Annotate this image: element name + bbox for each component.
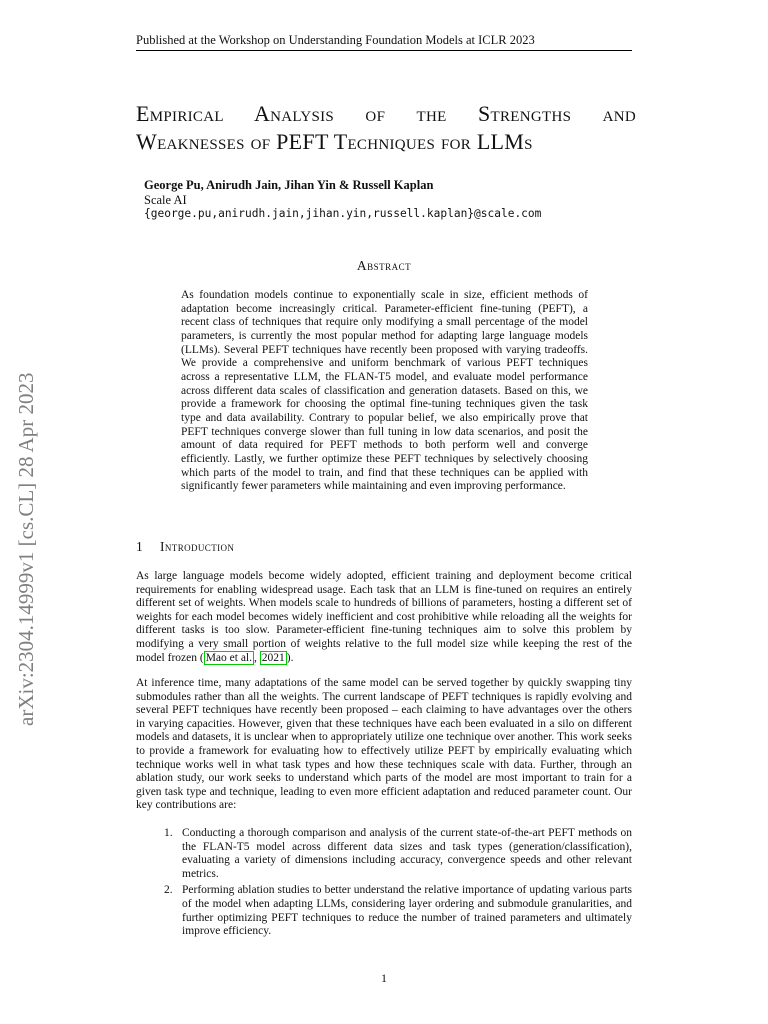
list-item-text: Conducting a thorough comparison and analysis of the current state-of-the-art PEFT methods on the FLAN-T5 model across different data sizes and task types (generation/classification), evaluating a variety of dimensions including accuracy, convergence speeds and other relevant metrics. [182, 827, 632, 880]
section-number: 1 [136, 539, 144, 554]
affiliation: Scale AI [144, 193, 187, 207]
author-list: George Pu, Anirudh Jain, Jihan Yin & Russell Kaplan [144, 178, 434, 192]
abstract-heading: Abstract [356, 258, 412, 273]
intro-paragraph-1-text: As large language models become widely adopted, efficient training and deployment become critical requirements for enabling widespread usage. Each task that an LLM is fine-tuned on requires an entirely different set of weights. When models scale to hundreds of billions of parameters, hosting a different set of weights for each model becomes widely inefficient and cost prohibitive while reloading all the weights for different tasks is too slow. Parameter-efficient fine-tuning techniques aim to solve this problem by modifying a very small portion of weights relative to the full model size while keeping the rest of the model frozen ( [136, 570, 632, 664]
citation-separator: , [254, 651, 260, 664]
paper-title [136, 100, 636, 156]
list-marker: 1. [164, 827, 173, 839]
header-rule [136, 50, 632, 51]
section-title-text: Introduction [160, 539, 235, 554]
citation-link-author[interactable]: Mao et al. [205, 651, 253, 664]
list-marker: 2. [164, 884, 173, 897]
page-number: 1 [381, 971, 387, 985]
list-item-text: Performing ablation studies to better understand the relative importance of updating various parts of the model when adapting LLMs, considering layer ordering and submodule granularities, and further optimizing PEFT techniques to reduce the number of trained parameters and ultimately improve efficiency. [182, 884, 632, 938]
paragraph-end: ). [286, 651, 294, 664]
title-line-1: Empirical Analysis of the Strengths and [136, 101, 636, 126]
abstract-text: As foundation models continue to exponentially scale in size, efficient methods of adaptation become increasingly critical. Parameter-efficient fine-tuning (PEFT), a recent class of techniques that require only modifying a small percentage of the model parameters, is currently the most popular method for adapting large language models (LLMs). Several PEFT techniques have recently been proposed with varying tradeoffs. We provide a comprehensive and uniform benchmark of various PEFT techniques across a representative LLM, the FLAN-T5 model, and evaluate model performance across different data scales of classification and generation datasets. Based on this, we provide a framework for choosing the optimal fine-tuning techniques given the task type and data availability. Contrary to popular belief, we also empirically prove that PEFT techniques converge slower than full tuning in low data scenarios, and posit the amount of data required for PEFT methods to both perform well and converge efficiently. Lastly, we further optimize these PEFT techniques by selectively choosing which parts of the model to train, and find that these techniques can be applied with significantly fewer parameters while maintaining and even improving performance. [181, 289, 588, 493]
arxiv-stamp[interactable]: arXiv:2304.14999v1 [cs.CL] 28 Apr 2023 [14, 372, 38, 726]
running-header: Published at the Workshop on Understanding Foundation Models at ICLR 2023 [136, 33, 535, 47]
intro-paragraph-2: At inference time, many adaptations of the same model can be served together by quickly swapping tiny submodules rather than all the weights. The current landscape of PEFT techniques is rapidly evolving and several PEFT techniques have recently been proposed – each claiming to have advantages over the others in varying capacities. However, given that these techniques have each been evaluated in a silo on different models and datasets, it is unclear when to appropriately utilize one technique over another. This work seeks to provide a framework for evaluating how to effectively utilize PEFT by empirically evaluating which technique works well in what task types and how these techniques scale with data. Further, through an ablation study, our work seeks to understand which parts of the model are most important to train for a given task type and technique, leading to even more efficient adaptation and reduced parameter count. Our key contributions are: [136, 677, 632, 812]
author-emails: {george.pu,anirudh.jain,jihan.yin,russell.kaplan}@scale.com [144, 207, 542, 220]
title-line-2: Weaknesses of PEFT Techniques for LLMs [136, 129, 533, 154]
list-item [164, 827, 632, 881]
section-heading-introduction [136, 539, 234, 555]
citation-link-year[interactable]: 2021 [261, 651, 285, 664]
list-item [164, 884, 632, 938]
contributions-list [164, 827, 632, 942]
intro-paragraph-1 [136, 570, 632, 665]
